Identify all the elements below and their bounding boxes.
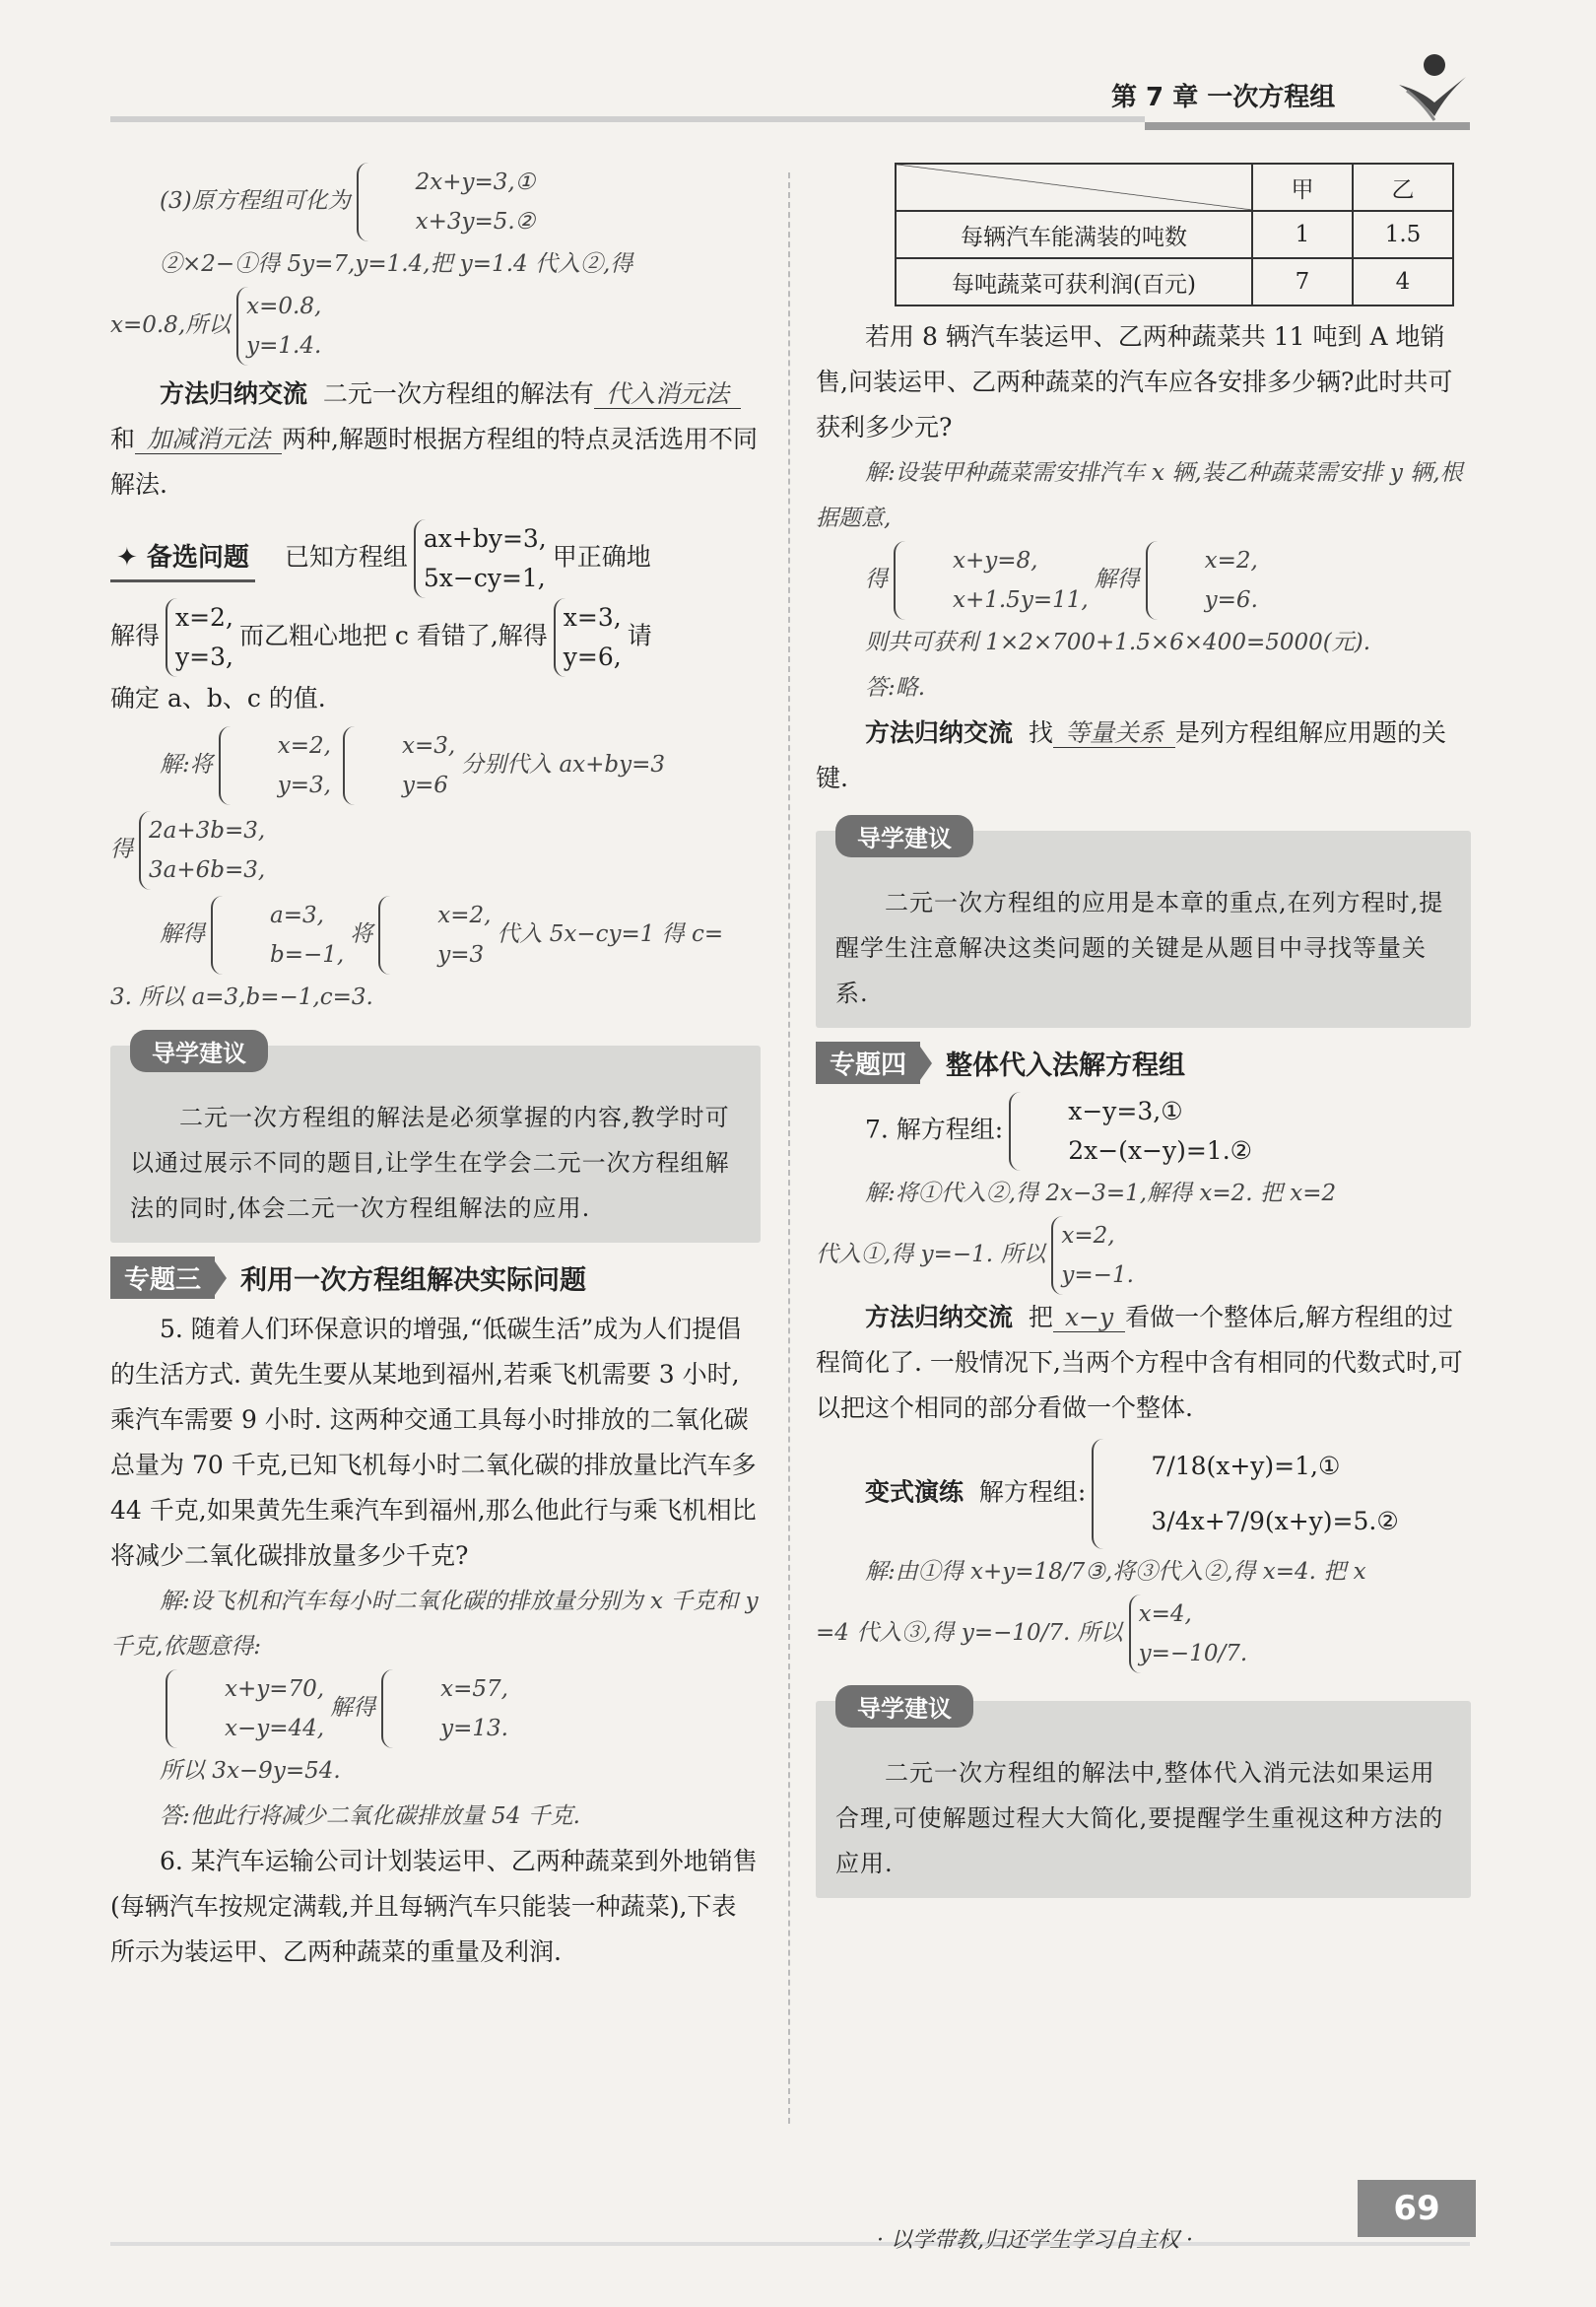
text: 代入 5x−cy=1 得 c= (497, 921, 724, 947)
alternate-problem (110, 519, 761, 720)
variant-practice (816, 1439, 1471, 1549)
table-header-cell: 甲 (1252, 164, 1353, 211)
solution-3 (110, 163, 761, 241)
text: 请 (627, 621, 652, 650)
eq: 3/4x+7/9(x+y)=5.② (1151, 1507, 1399, 1535)
table-cell: 7 (1252, 258, 1353, 305)
blank-answer: x−y (1053, 1303, 1125, 1332)
topic-heading (110, 1256, 761, 1299)
teaching-tip (816, 1695, 1471, 1898)
eq: x=2, (1204, 548, 1258, 574)
eq: x+y=70, (225, 1676, 325, 1702)
text: 解得 (330, 1695, 376, 1721)
eq: a=3, (270, 903, 324, 928)
eq: x=0.8, (246, 294, 322, 319)
teaching-tip-label: 导学建议 (835, 1685, 973, 1728)
eq: 5x−cy=1, (423, 564, 546, 592)
eq: y=−1. (1061, 1262, 1134, 1288)
solution-6: 则共可获利 1×2×700+1.5×6×400=5000(元). (865, 630, 1371, 655)
equation-brace (414, 519, 547, 598)
table-cell: 4 (1353, 258, 1453, 305)
text: 解得 (160, 921, 205, 947)
topic-label: 专题四 (816, 1042, 920, 1084)
question-6-continued: 若用 8 辆汽车装运甲、乙两种蔬菜共 11 吨到 A 地销售,问装运甲、乙两种蔬菜的汽车应各安排多少辆?此时共可获利多少元? (816, 322, 1453, 441)
eq: x=4, (1138, 1601, 1192, 1627)
solution-5: 解:设飞机和汽车每小时二氧化碳的排放量分别为 x 千克和 y 千克,依题意得: (110, 1589, 759, 1660)
table-cell: 每吨蔬菜可获利润(百元) (896, 258, 1252, 305)
table-header-row (896, 164, 1453, 211)
eq: x=2, (437, 903, 492, 928)
column-divider (788, 172, 790, 2124)
footer-band (110, 2242, 1470, 2246)
question-7 (816, 1092, 1471, 1171)
variant-solution: 解:由①得 x+y=18/7③,将③代入②,得 x=4. 把 x (865, 1559, 1366, 1585)
text: 而乙粗心地把 c 看错了,解得 (238, 621, 548, 650)
table-cell: 1 (1252, 211, 1353, 258)
solution-line: ②×2−①得 5y=7,y=1.4,把 y=1.4 代入②,得 (160, 251, 633, 277)
left-column (110, 163, 761, 1975)
eq: y=6. (1204, 587, 1258, 613)
text: 得 (110, 837, 133, 862)
solution-7: 解:将①代入②,得 2x−3=1,解得 x=2. 把 x=2 (865, 1181, 1337, 1206)
table-row (896, 258, 1453, 305)
teaching-tip (816, 825, 1471, 1028)
text: 将 (350, 921, 373, 947)
solution-5: 答:他此行将减少二氧化碳排放量 54 千克. (160, 1803, 580, 1829)
topic-arrow-icon (920, 1047, 932, 1080)
equation-brace (1146, 541, 1258, 620)
method-label: 方法归纳交流 (865, 718, 1014, 747)
method-summary (110, 372, 761, 508)
eq: x=2, (1061, 1223, 1115, 1249)
equation-brace (378, 896, 491, 975)
equation-brace (1129, 1595, 1248, 1673)
topic-arrow-icon (215, 1261, 227, 1295)
method-summary (816, 1295, 1471, 1431)
equation-brace (381, 1669, 508, 1748)
eq: x+3y=5.② (415, 209, 536, 235)
text: 把 (1028, 1303, 1053, 1331)
eq: y=6, (563, 643, 622, 671)
topic-title: 利用一次方程组解决实际问题 (240, 1265, 587, 1296)
text: 解:将 (160, 752, 213, 778)
solution-6: 答:略. (865, 675, 926, 701)
header-bar (110, 116, 1145, 122)
equation-brace (554, 598, 622, 677)
blank-answer: 加减消元法 (135, 425, 282, 454)
text: 确定 a、b、c 的值. (110, 684, 326, 712)
solution-5: 所以 3x−9y=54. (160, 1758, 341, 1784)
equation-brace (211, 896, 344, 975)
eq: 3a+6b=3, (149, 857, 266, 883)
alternate-problem-label: ✦ 备选问题 (110, 536, 255, 582)
equation-brace (1092, 1439, 1398, 1549)
equation-brace (1051, 1216, 1133, 1295)
eq: x=57, (440, 1676, 508, 1702)
eq: y=−10/7. (1138, 1641, 1248, 1666)
text: 分别代入 ax+by=3 (461, 752, 666, 778)
footer-slogan: · 以学带教,归还学生学习自主权 · (877, 2228, 1193, 2253)
text: 解得 (1094, 567, 1140, 592)
table-cell: 1.5 (1353, 211, 1453, 258)
alternate-solution (110, 811, 761, 890)
text: 备选问题 (146, 542, 249, 573)
topic-heading (816, 1042, 1471, 1084)
table-corner-cell (896, 164, 1252, 211)
text: 解得 (110, 621, 161, 650)
eq: ax+by=3, (423, 524, 547, 553)
equation-brace (166, 598, 233, 677)
vegetable-table (895, 163, 1454, 306)
table-header-cell: 乙 (1353, 164, 1453, 211)
solution-line (110, 287, 761, 366)
text: =4 代入③,得 y=−10/7. 所以 (816, 1620, 1123, 1646)
eq: y=3, (175, 643, 233, 671)
text: 两种,解题时根据方程组的特点灵活选用不同解法. (110, 425, 758, 499)
equation-brace (343, 726, 455, 805)
eq: x=3, (563, 603, 622, 632)
eq: x=2, (175, 603, 233, 632)
chapter-title: 第 7 章 一次方程组 (1111, 83, 1336, 112)
teaching-tip-text: 二元一次方程组的应用是本章的重点,在列方程时,提醒学生注意解决这类问题的关键是从题目中寻找等量关系. (835, 889, 1444, 1007)
eq: 2a+3b=3, (149, 818, 266, 844)
method-label: 方法归纳交流 (160, 379, 308, 408)
equation-brace (236, 287, 321, 366)
solution-7 (816, 1216, 1471, 1295)
solution-6 (816, 541, 1471, 620)
text: (3)原方程组可化为 (160, 188, 351, 214)
equation-brace (357, 163, 536, 241)
text: 已知方程组 (284, 542, 408, 572)
equation-brace (166, 1669, 324, 1748)
eq: y=13. (440, 1716, 508, 1741)
eq: y=6 (401, 773, 448, 798)
teaching-tip-label: 导学建议 (835, 815, 973, 857)
eq: y=1.4. (246, 333, 322, 359)
variant-label: 变式演练 (865, 1477, 964, 1507)
eq: x+y=8, (953, 548, 1038, 574)
text: 得 (865, 567, 888, 592)
eq: 2x−(x−y)=1.② (1068, 1136, 1253, 1165)
text: 7. 解方程组: (865, 1115, 1004, 1144)
text: 解方程组: (978, 1477, 1087, 1507)
text: 和 (110, 425, 136, 453)
method-label: 方法归纳交流 (865, 1303, 1014, 1331)
eq: x=2, (277, 733, 331, 759)
eq: y=3, (277, 773, 331, 798)
text: x=0.8,所以 (110, 312, 232, 338)
question-6: 6. 某汽车运输公司计划装运甲、乙两种蔬菜到外地销售(每辆汽车按规定满载,并且每辆汽车只能装一种蔬菜),下表所示为装运甲、乙两种蔬菜的重量及利润. (110, 1847, 758, 1966)
alternate-solution (110, 896, 761, 975)
eq: x−y=44, (225, 1716, 325, 1741)
eq: x=3, (401, 733, 456, 759)
alternate-solution: 3. 所以 a=3,b=−1,c=3. (110, 984, 373, 1010)
question-5: 5. 随着人们环保意识的增强,“低碳生活”成为人们提倡的生活方式. 黄先生要从某地到福州,若乘飞机需要 3 小时,乘汽车需要 9 小时. 这两种交通工具每小时排放的二氧化碳总量为 70 千克,已知飞机每小时二氧化碳的排放量比汽车多 44 千克,如果黄先生乘汽车到福州,那么他此行与乘飞机相比将减少二氧化碳排放量多少千克? (110, 1315, 757, 1570)
solution-5 (110, 1669, 761, 1748)
method-summary (816, 711, 1471, 801)
equation-brace (139, 811, 265, 890)
eq: 2x+y=3,① (415, 170, 536, 195)
table-row (896, 211, 1453, 258)
blank-answer: 代入消元法 (594, 379, 741, 409)
equation-brace (894, 541, 1089, 620)
variant-solution (816, 1595, 1471, 1673)
eq: b=−1, (270, 942, 345, 968)
blank-answer: 等量关系 (1053, 718, 1175, 748)
equation-brace (219, 726, 331, 805)
text: 甲正确地 (552, 542, 651, 572)
eq: x−y=3,① (1068, 1097, 1183, 1125)
teaching-tip (110, 1040, 761, 1243)
reader-logo-icon (1391, 47, 1470, 126)
eq: x+1.5y=11, (953, 587, 1089, 613)
equation-brace (1009, 1092, 1252, 1171)
text: 代入①,得 y=−1. 所以 (816, 1242, 1046, 1267)
right-column (816, 163, 1471, 1906)
text: 找 (1028, 718, 1053, 747)
solution-6: 解:设装甲种蔬菜需安排汽车 x 辆,装乙种蔬菜需安排 y 辆,根据题意, (816, 460, 1463, 531)
text: 看做一个整体后,解方程组的过程简化了. 一般情况下,当两个方程中含有相同的代数式时,可以把这个相同的部分看做一个整体. (816, 1303, 1463, 1422)
table-cell: 每辆汽车能满装的吨数 (896, 211, 1252, 258)
eq: y=3 (437, 942, 485, 968)
teaching-tip-text: 二元一次方程组的解法中,整体代入消元法如果运用合理,可使解题过程大大简化,要提醒学生重视这种方法的应用. (835, 1759, 1444, 1877)
teaching-tip-text: 二元一次方程组的解法是必须掌握的内容,教学时可以通过展示不同的题目,让学生在学会二元一次方程组解法的同时,体会二元一次方程组解法的应用. (130, 1104, 730, 1222)
teaching-tip-label: 导学建议 (130, 1030, 268, 1072)
topic-title: 整体代入法解方程组 (946, 1051, 1186, 1081)
text: 二元一次方程组的解法有 (322, 379, 594, 408)
topic-label: 专题三 (110, 1256, 215, 1299)
eq: 7/18(x+y)=1,① (1151, 1452, 1341, 1480)
page-number: 69 (1358, 2180, 1476, 2237)
alternate-solution (110, 726, 761, 805)
text: 是列方程组解应用题的关键. (816, 718, 1446, 792)
